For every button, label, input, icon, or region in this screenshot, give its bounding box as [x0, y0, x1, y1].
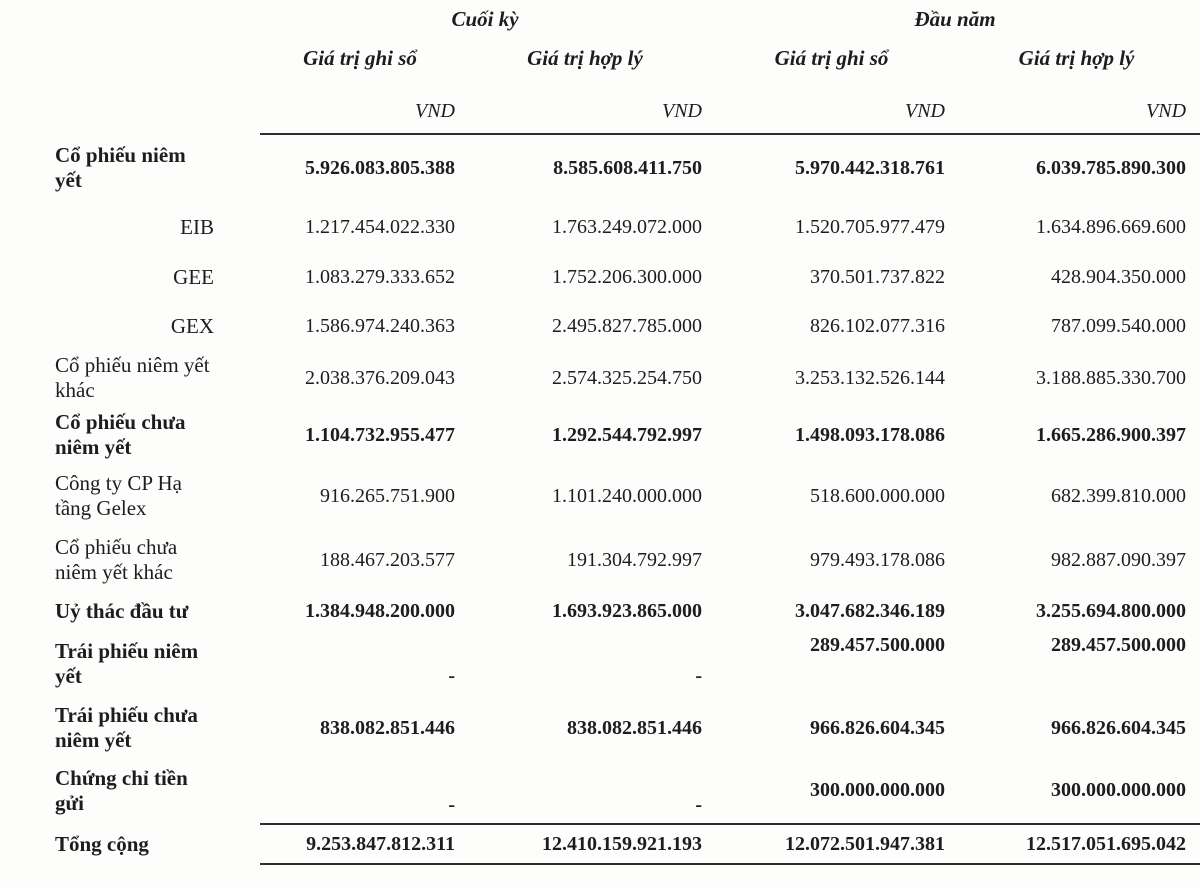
cell-value: 428.904.350.000 [1051, 265, 1187, 288]
spacer-cell [0, 82, 260, 134]
cell-value: 300.000.000.000 [810, 779, 945, 801]
cell-value-dash: - [448, 794, 455, 816]
cell-value-dash: - [448, 665, 455, 687]
cell-value: 3.188.885.330.700 [1036, 366, 1187, 389]
cell-value: 188.467.203.577 [320, 548, 455, 571]
cell-value: 370.501.737.822 [810, 265, 945, 288]
cell-value: 2.495.827.785.000 [552, 314, 702, 337]
row-label: Uỷ thác đầu tư [55, 598, 189, 623]
cell-value: 1.101.240.000.000 [552, 484, 702, 507]
cell-value: 1.752.206.300.000 [552, 265, 702, 288]
cell-value: 191.304.792.997 [567, 548, 702, 571]
row-label: EIB [180, 214, 214, 239]
column-header-book-value-end: Giá trị ghi sổ [303, 46, 417, 70]
unit-label: VND [953, 82, 1200, 134]
row-label: GEE [173, 264, 214, 289]
cell-value: 3.253.132.526.144 [795, 366, 945, 389]
cell-value: 966.826.604.345 [1051, 716, 1187, 739]
cell-value: 979.493.178.086 [810, 548, 945, 571]
cell-value: 787.099.540.000 [1051, 314, 1187, 337]
cell-value: 1.292.544.792.997 [552, 423, 702, 446]
cell-value: 916.265.751.900 [320, 484, 455, 507]
table-row-gex [0, 302, 1200, 350]
cell-value: 1.665.286.900.397 [1036, 423, 1187, 446]
table-row-total [0, 824, 1200, 864]
table-row-listed-bonds [0, 630, 1200, 698]
table-row-investment-trust [0, 592, 1200, 630]
row-label: Trái phiếu niêm yết [55, 639, 199, 688]
table-row-listed-shares [0, 134, 1200, 202]
table-row-gee [0, 252, 1200, 302]
cell-value: 826.102.077.316 [810, 314, 945, 337]
column-header-fair-value-end: Giá trị hợp lý [527, 46, 643, 70]
cell-value: 6.039.785.890.300 [1036, 157, 1187, 179]
table-row-eib [0, 202, 1200, 252]
spacer-cell [0, 38, 260, 82]
row-label: GEX [170, 313, 214, 338]
cell-value: 966.826.604.345 [810, 716, 945, 739]
cell-value: 1.693.923.865.000 [552, 599, 702, 622]
row-label: Trái phiếu chưa niêm yết [55, 703, 198, 752]
cell-value: 12.072.501.947.381 [710, 824, 953, 864]
cell-value: 518.600.000.000 [810, 484, 945, 507]
cell-value: 289.457.500.000 [810, 634, 945, 656]
cell-value: 12.517.051.695.042 [953, 824, 1200, 864]
column-header-fair-value-begin: Giá trị hợp lý [1018, 46, 1135, 70]
cell-value: 5.926.083.805.388 [305, 157, 455, 179]
table-row-unlisted-bonds [0, 698, 1200, 758]
cell-value: 1.083.279.333.652 [305, 265, 455, 288]
period-header-begin: Đầu năm [914, 6, 996, 31]
cell-value: 300.000.000.000 [1051, 779, 1187, 801]
row-label: Chứng chỉ tiền gửi [55, 766, 188, 815]
period-header-end: Cuối kỳ [451, 6, 519, 31]
cell-value-dash: - [695, 665, 702, 687]
cell-value: 5.970.442.318.761 [795, 157, 945, 179]
unit-label: VND [260, 82, 460, 134]
cell-value: 289.457.500.000 [1051, 634, 1187, 656]
row-label: Cổ phiếu niêm yết khác [55, 353, 210, 402]
column-header-book-value-begin: Giá trị ghi sổ [774, 46, 889, 70]
cell-value: 982.887.090.397 [1051, 548, 1187, 571]
cell-value: 12.410.159.921.193 [460, 824, 710, 864]
cell-value: 682.399.810.000 [1051, 484, 1187, 507]
cell-value: 2.038.376.209.043 [305, 366, 455, 389]
row-label: Cổ phiếu chưa niêm yết khác [55, 535, 178, 584]
cell-value: 3.255.694.800.000 [1036, 599, 1187, 622]
cell-value-dash: - [695, 794, 702, 816]
table-row-other-unlisted-shares [0, 528, 1200, 592]
cell-value: 1.634.896.669.600 [1036, 215, 1187, 238]
cell-value: 8.585.608.411.750 [553, 157, 702, 179]
unit-label: VND [710, 82, 953, 134]
cell-value: 838.082.851.446 [320, 716, 455, 739]
spacer-cell [0, 0, 260, 38]
cell-value: 1.763.249.072.000 [552, 215, 702, 238]
cell-value: 1.520.705.977.479 [795, 215, 945, 238]
table-row-gelex-infrastructure [0, 464, 1200, 528]
column-header-row [0, 38, 1200, 82]
period-header-row [0, 0, 1200, 38]
cell-value: 1.104.732.955.477 [305, 423, 455, 446]
table-row-other-listed-shares [0, 350, 1200, 406]
row-label: Tổng cộng [55, 831, 149, 856]
cell-value: 1.586.974.240.363 [305, 314, 455, 337]
row-label: Cổ phiếu chưa niêm yết [55, 410, 186, 459]
unit-label: VND [460, 82, 710, 134]
table-row-unlisted-shares [0, 406, 1200, 464]
cell-value: 1.217.454.022.330 [305, 215, 455, 238]
unit-row [0, 82, 1200, 134]
cell-value: 1.384.948.200.000 [305, 599, 455, 622]
cell-value: 2.574.325.254.750 [552, 366, 702, 389]
row-label: Cổ phiếu niêm yết [55, 143, 186, 192]
cell-value: 9.253.847.812.311 [260, 824, 460, 864]
table-row-certificates-of-deposit [0, 758, 1200, 824]
row-label: Công ty CP Hạ tầng Gelex [55, 471, 182, 520]
cell-value: 838.082.851.446 [567, 716, 702, 739]
cell-value: 3.047.682.346.189 [795, 599, 945, 622]
cell-value: 1.498.093.178.086 [795, 423, 945, 446]
